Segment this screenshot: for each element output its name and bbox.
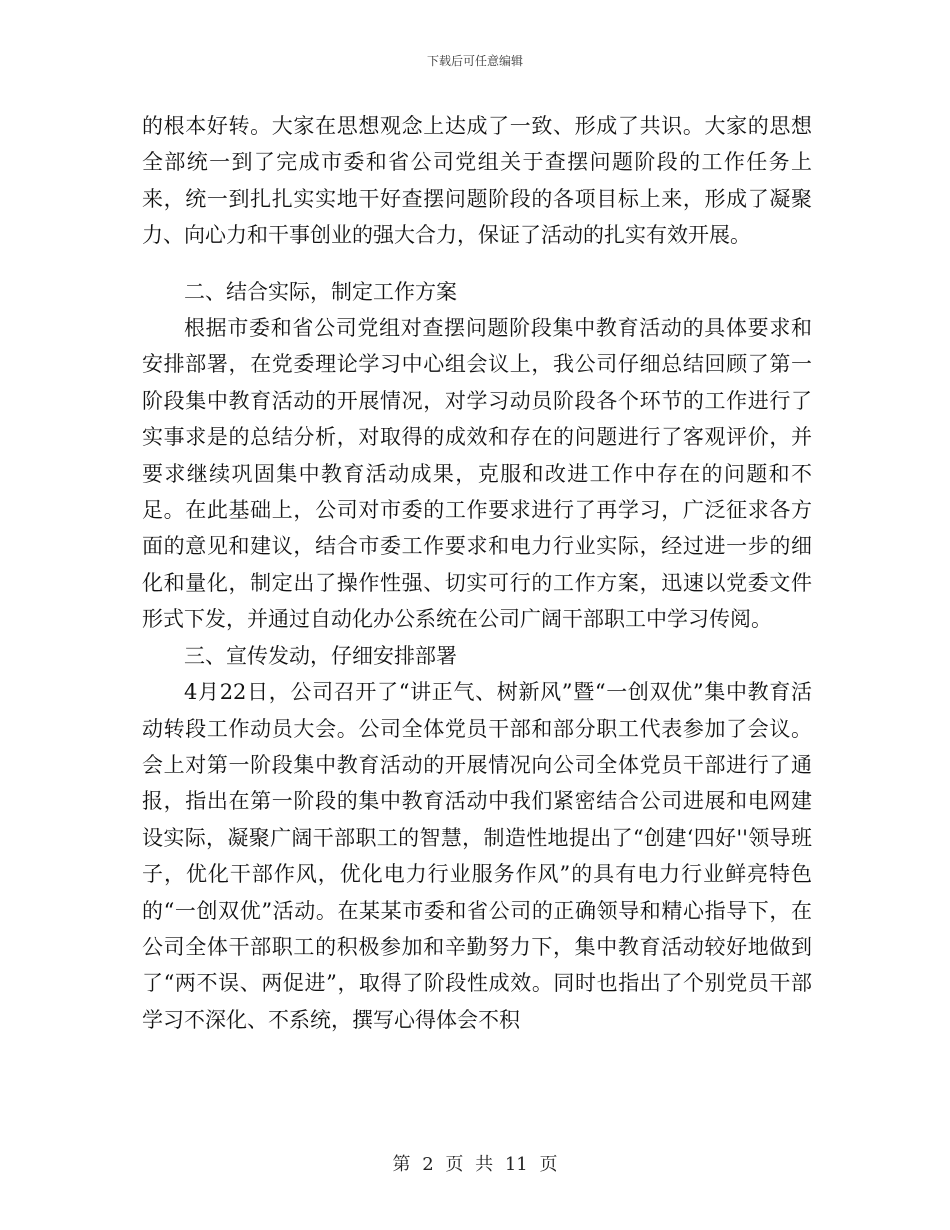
section-heading-3: 三、宣传发动，仔细安排部署 [184, 643, 457, 668]
page-header-note: 下载后可任意编辑 [426, 54, 523, 68]
paragraph-continuation: 的根本好转。大家在思想观念上达成了一致、形成了共识。大家的思想全部统一到了完成市委和省公司党组关于查摆问题阶段的工作任务上来，统一到扎扎实实地干好查摆问题阶段的各项目标上来，形成了凝聚力、向心力和干事创业的强大合力，保证了活动的扎实有效开展。 [142, 114, 812, 248]
page-number: 第 2 页 共 11 页 [392, 1154, 558, 1175]
paragraph-work-plan: 根据市委和省公司党组对查摆问题阶段集中教育活动的具体要求和安排部署，在党委理论学习中心组会议上，我公司仔细总结回顾了第一阶段集中教育活动的开展情况，对学习动员阶段各个环节的工作进行了实事求是的总结分析，对取得的成效和存在的问题进行了客观评价，并要求继续巩固集中教育活动成果，克服和改进工作中存在的问题和不足。在此基础上，公司对市委的工作要求进行了再学习，广泛征求各方面的意见和建议，结合市委工作要求和电力行业实际，经过进一步的细化和量化，制定出了操作性强、切实可行的工作方案，迅速以党委文件形式下发，并通过自动化办公系统在公司广阔干部职工中学习传阅。 [142, 316, 812, 632]
section-heading-2: 二、结合实际，制定工作方案 [184, 279, 457, 304]
document-body [142, 108, 812, 1038]
paragraph-mobilization: 4月22日，公司召开了“讲正气、树新风”暨“一创双优”集中教育活动转段工作动员大会。公司全体党员干部和部分职工代表参加了会议。会上对第一阶段集中教育活动的开展情况向公司全体党员干部进行了通报，指出在第一阶段的集中教育活动中我们紧密结合公司进展和电网建设实际，凝聚广阔干部职工的智慧，制造性地提出了“创建‘四好''领导班子，优化干部作风，优化电力行业服务作风”的具有电力行业鲜亮特色的“一创双优”活动。在某某市委和省公司的正确领导和精心指导下，在公司全体干部职工的积极参加和辛勤努力下，集中教育活动较好地做到了“两不误、两促进”，取得了阶段性成效。同时也指出了个别党员干部学习不深化、不系统，撰写心得体会不积 [142, 680, 812, 1032]
